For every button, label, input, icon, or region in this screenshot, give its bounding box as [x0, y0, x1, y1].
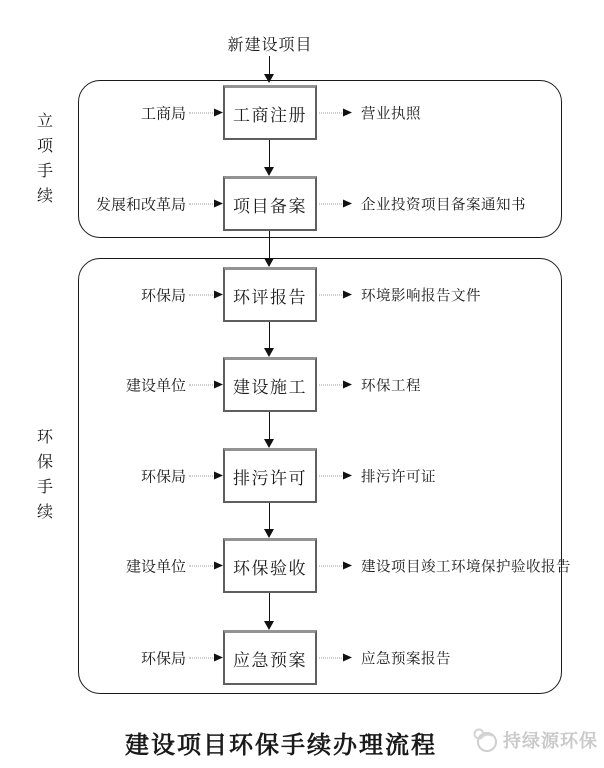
- watermark: [471, 725, 598, 755]
- output-label: 排污许可证: [361, 469, 436, 485]
- dotted-arrow-right-icon: [319, 199, 352, 208]
- output-label: 企业投资项目备案通知书: [361, 197, 526, 213]
- group-label-environment: 环保手续: [36, 429, 53, 521]
- dotted-arrow-right-icon: [319, 290, 352, 299]
- step-box: [223, 357, 317, 412]
- output-label: 环境影响报告文件: [361, 288, 481, 304]
- arrow-down-icon: [264, 231, 275, 267]
- dotted-arrow-right-icon: [189, 561, 223, 570]
- step-box: [223, 176, 317, 231]
- agency-label: 环保局: [140, 469, 186, 485]
- output-label: 建设项目竣工环境保护验收报告: [361, 559, 571, 575]
- step-label: 环评报告: [233, 287, 307, 307]
- flow-row-acceptance: [0, 538, 604, 593]
- step-box: [223, 85, 317, 140]
- arrow-down-icon: [264, 140, 275, 176]
- arrow-down-icon: [264, 322, 275, 357]
- dotted-arrow-right-icon: [189, 290, 223, 299]
- output-label: 应急预案报告: [361, 651, 451, 667]
- agency-label: 工商局: [140, 106, 186, 122]
- dotted-arrow-right-icon: [189, 653, 223, 662]
- step-label: 建设施工: [233, 377, 307, 397]
- dotted-arrow-right-icon: [319, 561, 352, 570]
- step-label: 排污许可: [233, 468, 307, 488]
- flow-row-construction: [0, 357, 604, 412]
- step-box: [223, 448, 317, 503]
- flow-row-discharge-permit: [0, 448, 604, 503]
- step-label: 工商注册: [233, 105, 307, 125]
- dotted-arrow-right-icon: [189, 199, 223, 208]
- group-label-approval: 立项手续: [36, 113, 53, 205]
- dotted-arrow-right-icon: [319, 653, 352, 662]
- step-label: 项目备案: [233, 196, 307, 216]
- output-label: 营业执照: [361, 106, 421, 122]
- output-label: 环保工程: [361, 378, 421, 394]
- step-label: 环保验收: [233, 558, 307, 578]
- step-box: [223, 538, 317, 593]
- watermark-text: 持绿源环保: [503, 731, 598, 751]
- step-box: [223, 267, 317, 322]
- step-label: 应急预案: [233, 650, 307, 670]
- flow-row-business-registration: [0, 85, 604, 140]
- step-box: [223, 630, 317, 685]
- dotted-arrow-right-icon: [189, 380, 223, 389]
- agency-label: 环保局: [140, 288, 186, 304]
- flow-row-project-filing: [0, 176, 604, 231]
- arrow-down-icon: [264, 56, 275, 83]
- arrow-down-icon: [264, 593, 275, 630]
- flow-row-eia-report: [0, 267, 604, 322]
- start-node-label: 新建设项目: [227, 37, 313, 54]
- dotted-arrow-right-icon: [189, 471, 223, 480]
- agency-label: 发展和改革局: [95, 197, 186, 213]
- arrow-down-icon: [264, 503, 275, 538]
- agency-label: 建设单位: [125, 378, 186, 394]
- dotted-arrow-right-icon: [189, 108, 223, 117]
- watermark-logo-icon: [471, 726, 499, 754]
- agency-label: 环保局: [140, 651, 186, 667]
- arrow-down-icon: [264, 412, 275, 448]
- dotted-arrow-right-icon: [319, 108, 352, 117]
- agency-label: 建设单位: [125, 559, 186, 575]
- diagram-title: 建设项目环保手续办理流程: [125, 733, 437, 759]
- dotted-arrow-right-icon: [319, 380, 352, 389]
- dotted-arrow-right-icon: [319, 471, 352, 480]
- flow-row-emergency-plan: [0, 630, 604, 685]
